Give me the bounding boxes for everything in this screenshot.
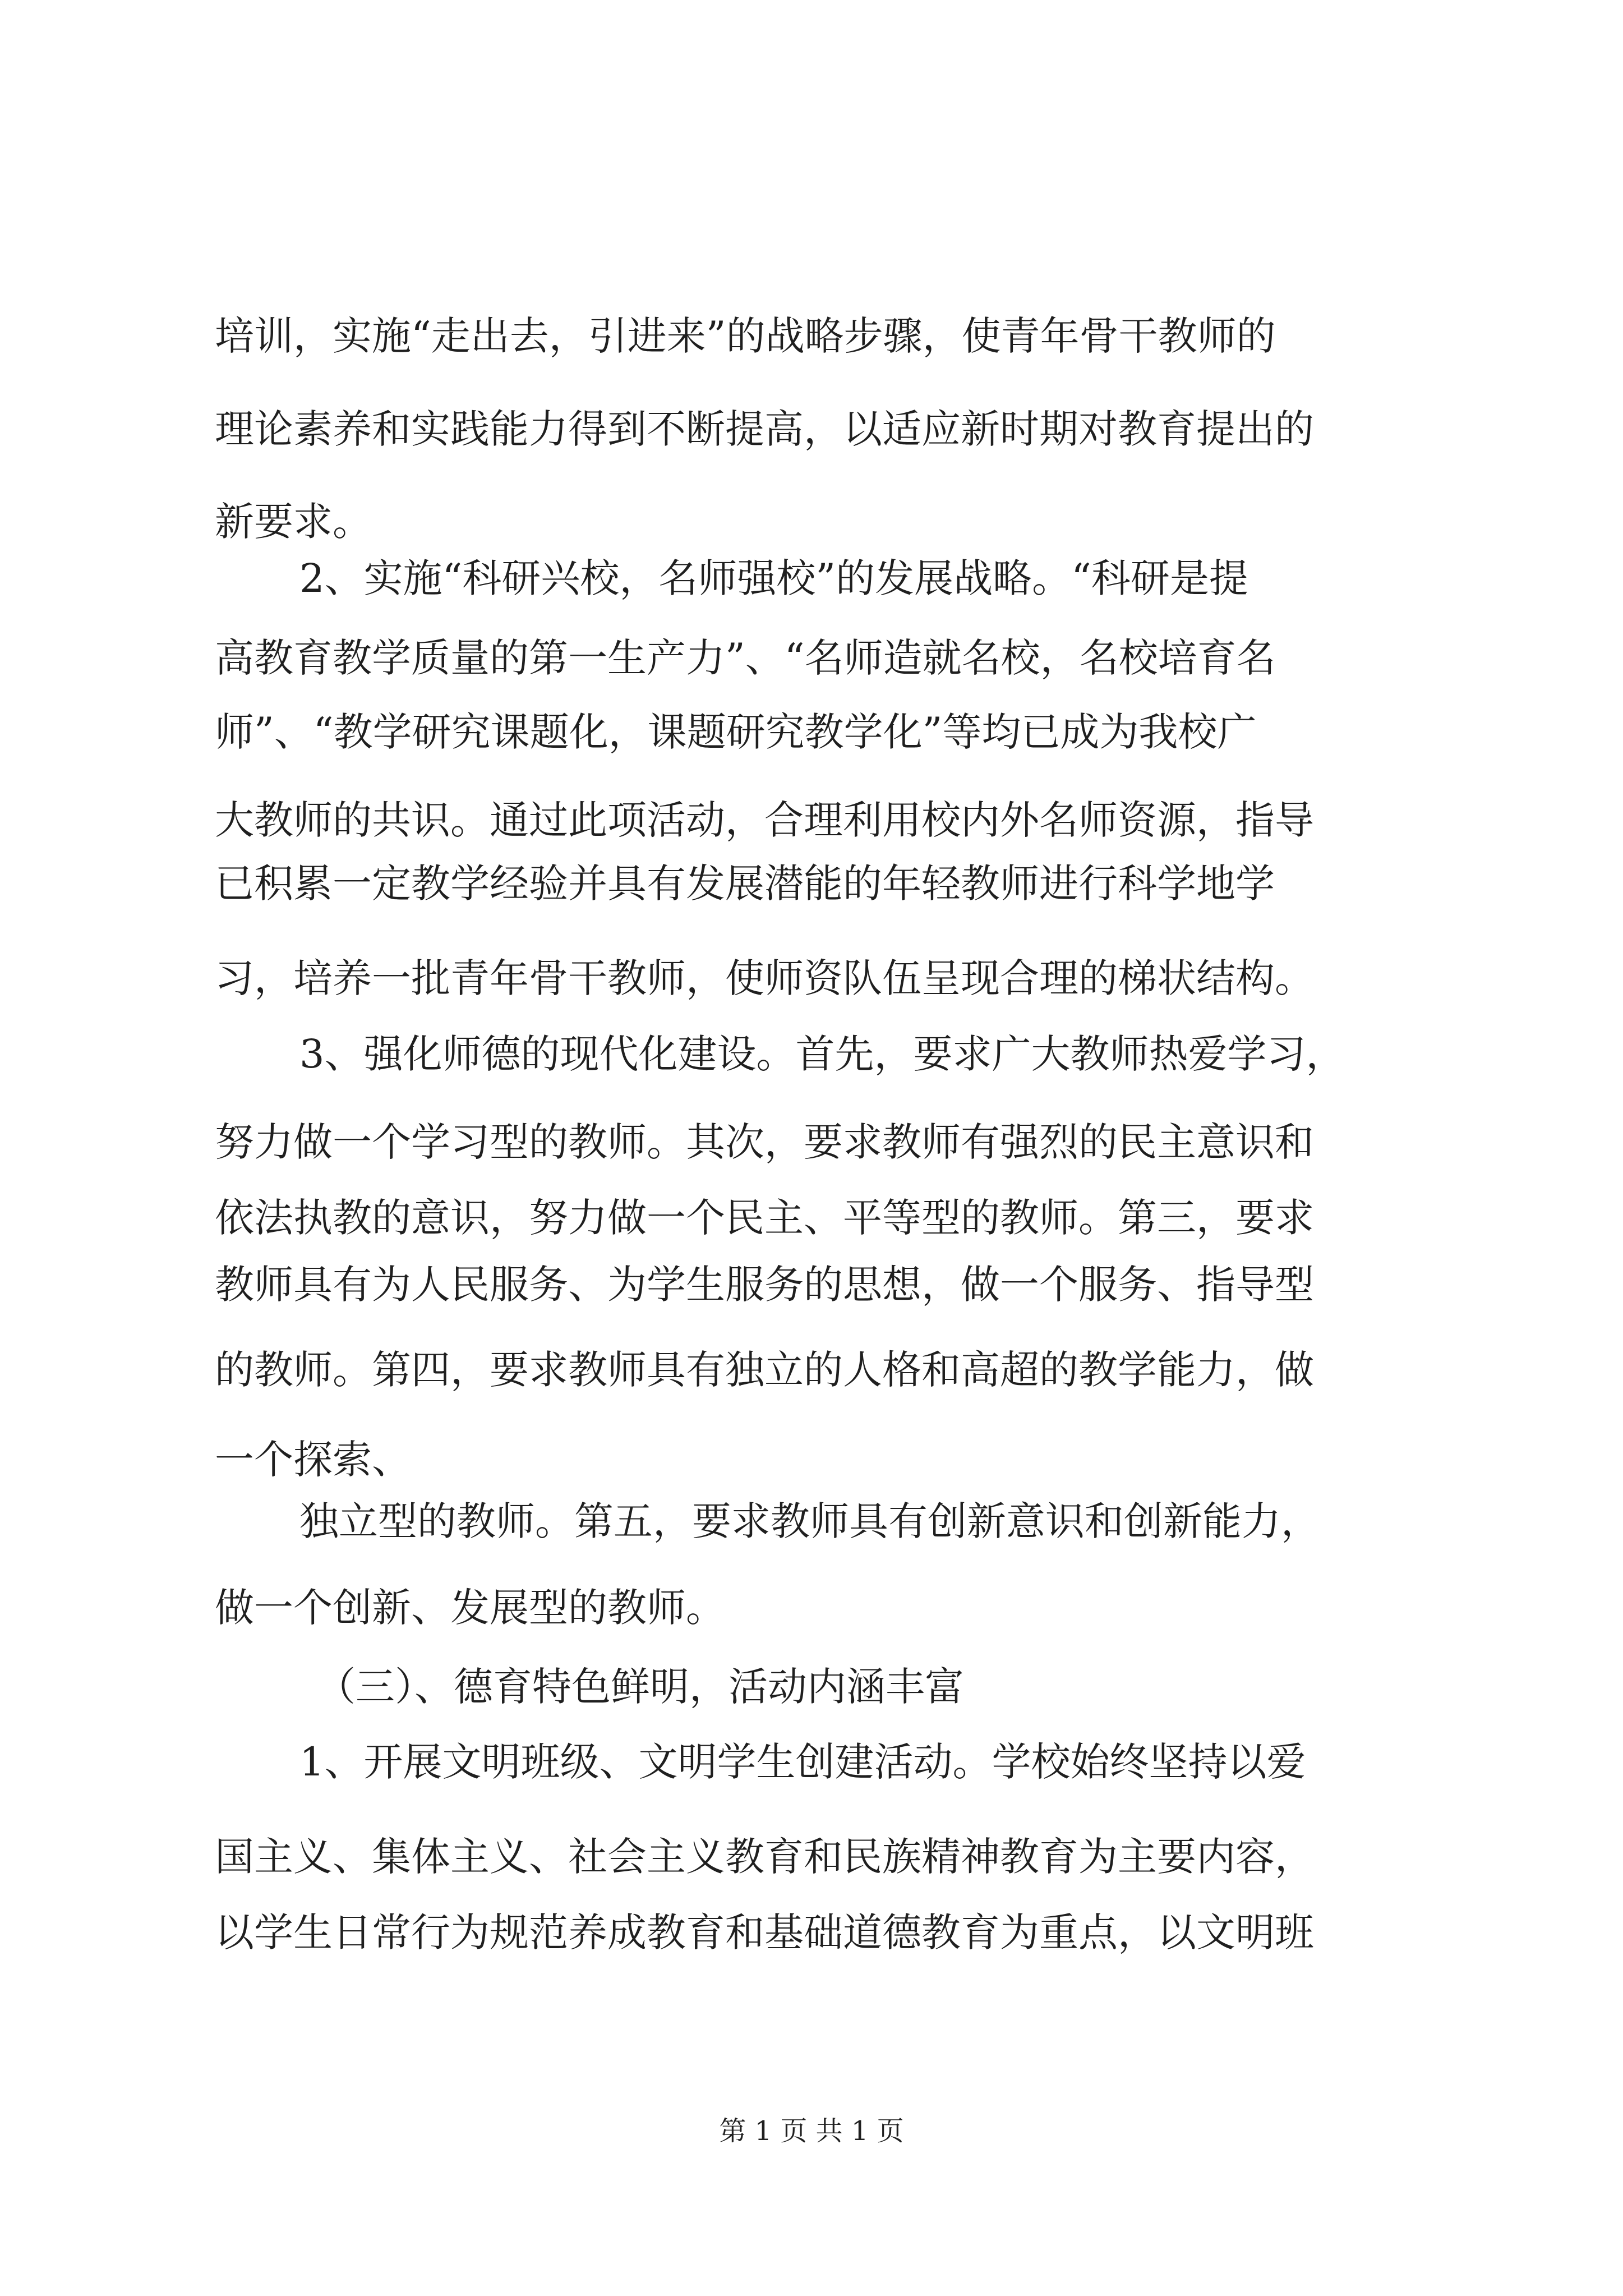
text-line: 3、强化师德的现代化建设。首先，要求广大教师热爱学习， [299, 1031, 1345, 1077]
text-line: 努力做一个学习型的教师。其次，要求教师有强烈的民主意识和 [215, 1119, 1314, 1165]
page-number-footer: 第 1 页 共 1 页 [719, 2115, 904, 2147]
text-line: 2、实施“科研兴校，名师强校”的发展战略。“科研是提 [299, 555, 1248, 601]
text-line: 独立型的教师。第五，要求教师具有创新意识和创新能力， [299, 1498, 1320, 1544]
text-line: 一个探索、 [215, 1437, 411, 1483]
text-line: 教师具有为人民服务、为学生服务的思想，做一个服务、指导型 [215, 1262, 1314, 1308]
text-line: 已积累一定教学经验并具有发展潜能的年轻教师进行科学地学 [215, 861, 1275, 907]
text-line: 培训，实施“走出去，引进来”的战略步骤，使青年骨干教师的 [215, 313, 1276, 359]
text-line: 师”、“教学研究课题化，课题研究教学化”等均已成为我校广 [215, 709, 1257, 755]
text-line: 习，培养一批青年骨干教师，使师资队伍呈现合理的梯状结构。 [215, 955, 1314, 1001]
text-line: 以学生日常行为规范养成教育和基础道德教育为重点，以文明班 [215, 1910, 1314, 1955]
text-line: 大教师的共识。通过此项活动，合理利用校内外名师资源，指导 [215, 797, 1314, 843]
text-line: 高教育教学质量的第一生产力”、“名师造就名校，名校培育名 [215, 635, 1276, 681]
text-line: 依法执教的意识，努力做一个民主、平等型的教师。第三，要求 [215, 1195, 1314, 1241]
text-line: 新要求。 [215, 499, 372, 545]
text-line: 理论素养和实践能力得到不断提高，以适应新时期对教育提出的 [215, 406, 1314, 452]
text-line: 的教师。第四，要求教师具有独立的人格和高超的教学能力，做 [215, 1347, 1314, 1393]
text-line: 1、开展文明班级、文明学生创建活动。学校始终坚持以爱 [299, 1739, 1306, 1785]
text-line: 国主义、集体主义、社会主义教育和民族精神教育为主要内容， [215, 1834, 1314, 1880]
section-heading: （三）、德育特色鲜明，活动内涵丰富 [316, 1664, 964, 1710]
text-line: 做一个创新、发展型的教师。 [215, 1585, 725, 1631]
